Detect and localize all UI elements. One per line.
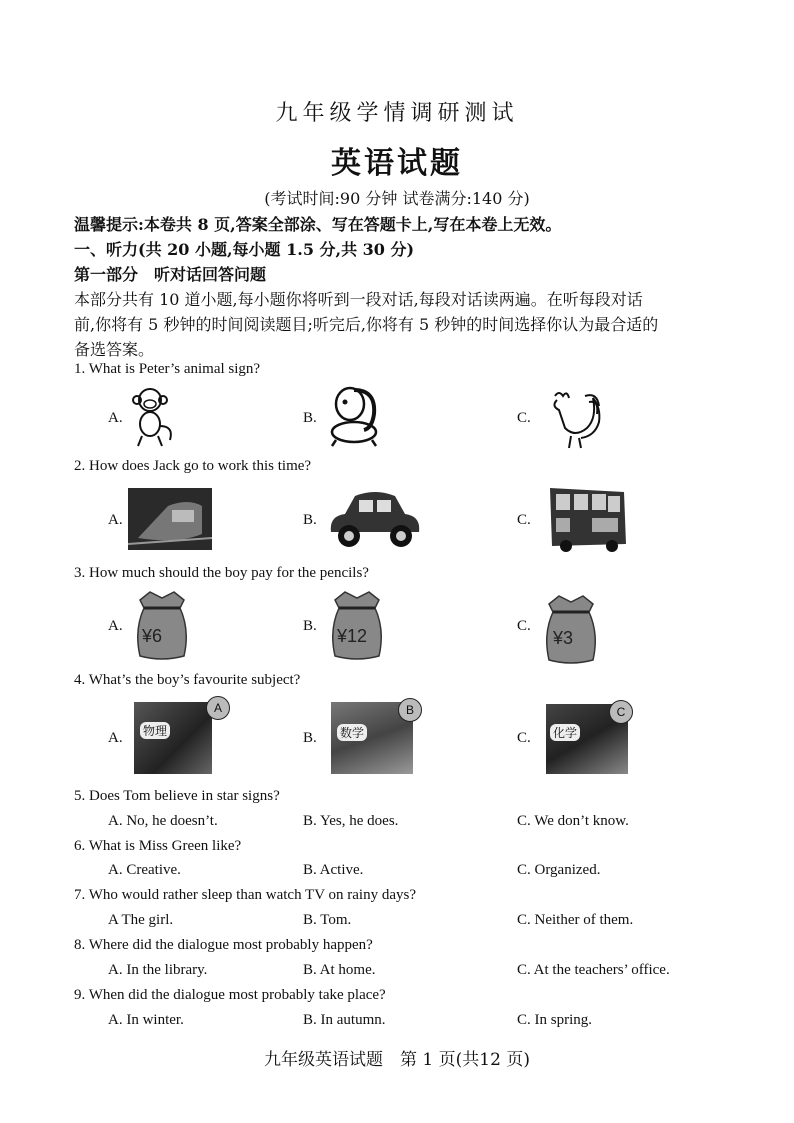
subject-label-a: 物理 bbox=[140, 722, 170, 739]
question-5: 5. Does Tom believe in star signs? bbox=[74, 788, 280, 804]
q6-option-a: A. Creative. bbox=[108, 862, 181, 878]
q3-option-a: A. bbox=[108, 618, 123, 634]
price-label-c: ¥3 bbox=[553, 628, 574, 648]
physics-picture bbox=[134, 702, 212, 774]
question-1: 1. What is Peter’s animal sign? bbox=[74, 361, 261, 377]
question-4: 4. What’s the boy’s favourite subject? bbox=[74, 672, 301, 688]
q7-option-a: A The girl. bbox=[108, 912, 174, 928]
instructions-line-1: 本部分共有 10 道小题,每小题你将听到一段对话,每段对话读两遍。在听每段对话 bbox=[74, 290, 643, 309]
q6-option-b: B. Active. bbox=[303, 862, 364, 878]
question-8: 8. Where did the dialogue most probably happen? bbox=[74, 937, 373, 953]
question-3: 3. How much should the boy pay for the pencils? bbox=[74, 565, 369, 581]
q4-option-c: C. bbox=[517, 730, 531, 746]
q9-option-a: A. In winter. bbox=[108, 1012, 184, 1028]
q5-option-c: C. We don’t know. bbox=[517, 813, 629, 829]
q1-option-b: B. bbox=[303, 410, 317, 426]
subway-image bbox=[128, 488, 212, 550]
monkey-image bbox=[128, 386, 178, 448]
question-9: 9. When did the dialogue most probably take place? bbox=[74, 987, 386, 1003]
exam-info: (考试时间:90 分钟 试卷满分:140 分) bbox=[264, 189, 530, 208]
q7-option-c: C. Neither of them. bbox=[517, 912, 634, 928]
question-6: 6. What is Miss Green like? bbox=[74, 838, 242, 854]
q2-option-a: A. bbox=[108, 512, 123, 528]
q7-option-b: B. Tom. bbox=[303, 912, 352, 928]
q4-option-b: B. bbox=[303, 730, 317, 746]
pencil-bag-a bbox=[134, 590, 190, 662]
q5-option-b: B. Yes, he does. bbox=[303, 813, 399, 829]
car-image bbox=[325, 486, 425, 552]
section-heading: 一、听力(共 20 小题,每小题 1.5 分,共 30 分) bbox=[74, 240, 415, 259]
rooster-image bbox=[545, 388, 603, 450]
instructions-line-3: 备选答案。 bbox=[74, 340, 155, 359]
page-footer: 九年级英语试题 第 1 页(共12 页) bbox=[264, 1050, 530, 1070]
q9-option-c: C. In spring. bbox=[517, 1012, 592, 1028]
badge-b: B bbox=[398, 698, 422, 722]
notice: 温馨提示:本卷共 8 页,答案全部涂、写在答题卡上,写在本卷上无效。 bbox=[74, 215, 562, 234]
badge-c: C bbox=[609, 700, 633, 724]
q3-option-c: C. bbox=[517, 618, 531, 634]
q9-option-b: B. In autumn. bbox=[303, 1012, 386, 1028]
q2-option-c: C. bbox=[517, 512, 531, 528]
question-7: 7. Who would rather sleep than watch TV on rainy days? bbox=[74, 887, 416, 903]
q5-option-a: A. No, he doesn’t. bbox=[108, 813, 218, 829]
price-label-b: ¥12 bbox=[337, 626, 368, 646]
question-2: 2. How does Jack go to work this time? bbox=[74, 458, 312, 474]
q4-option-a: A. bbox=[108, 730, 123, 746]
badge-a: A bbox=[206, 696, 230, 720]
subject-label-c: 化学 bbox=[550, 724, 580, 741]
q8-option-b: B. At home. bbox=[303, 962, 376, 978]
bus-image bbox=[546, 482, 630, 554]
q1-option-a: A. bbox=[108, 410, 123, 426]
part-title: 第一部分 听对话回答问题 bbox=[74, 265, 267, 284]
price-label-a: ¥6 bbox=[142, 626, 163, 646]
q6-option-c: C. Organized. bbox=[517, 862, 601, 878]
instructions-line-2: 前,你将有 5 秒钟的时间阅读题目;听完后,你将有 5 秒钟的时间选择你认为最合适的 bbox=[74, 315, 659, 334]
pencil-bag-c bbox=[543, 594, 599, 666]
pencil-bag-b bbox=[329, 590, 385, 662]
q1-option-c: C. bbox=[517, 410, 531, 426]
subject-label-b: 数学 bbox=[337, 724, 367, 741]
q8-option-c: C. At the teachers’ office. bbox=[517, 962, 670, 978]
q8-option-a: A. In the library. bbox=[108, 962, 208, 978]
q2-option-b: B. bbox=[303, 512, 317, 528]
q3-option-b: B. bbox=[303, 618, 317, 634]
exam-title: 九年级学情调研测试 bbox=[275, 101, 519, 126]
subject-title: 英语试题 bbox=[331, 146, 463, 181]
horse-image bbox=[324, 384, 384, 448]
